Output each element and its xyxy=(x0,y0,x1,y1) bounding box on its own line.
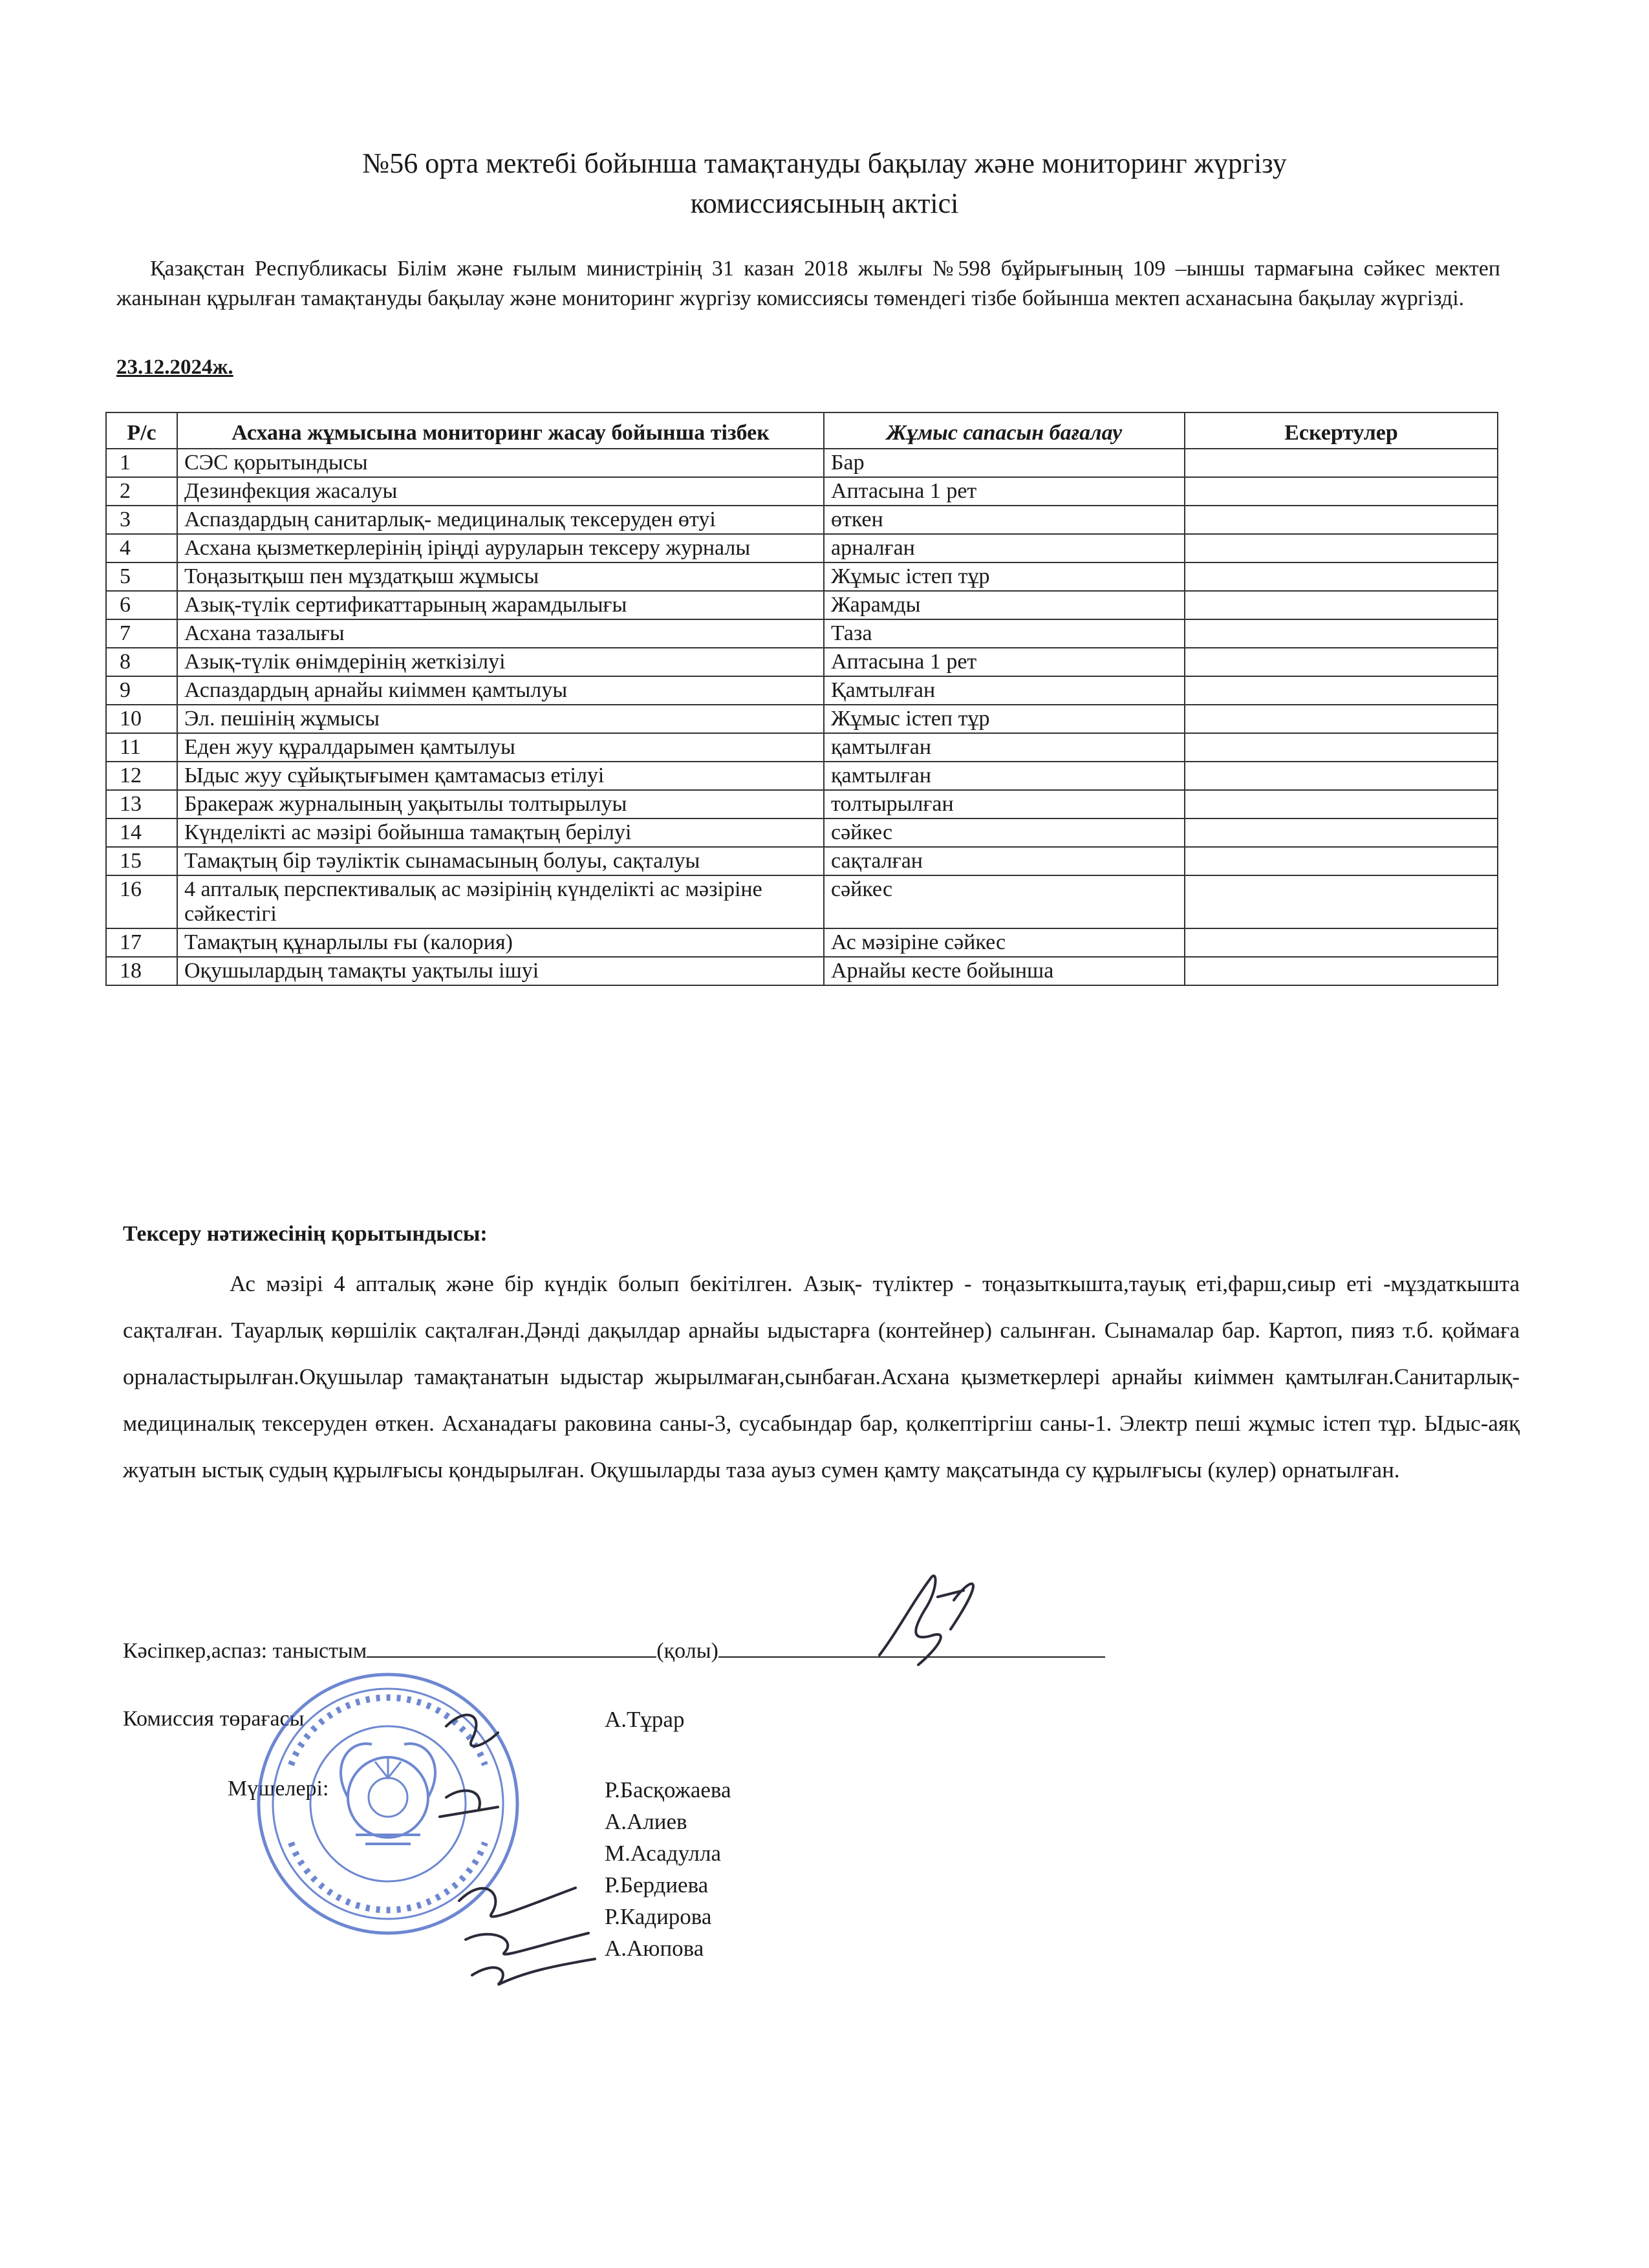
row-note xyxy=(1185,705,1498,733)
table-row xyxy=(106,875,1498,928)
row-item: Азық-түлік сертификаттарының жарамдылығы xyxy=(177,591,824,619)
member-name: Р.Бердиева xyxy=(605,1872,709,1898)
row-number: 4 xyxy=(106,534,177,562)
row-number: 2 xyxy=(106,477,177,506)
row-note xyxy=(1185,875,1498,928)
chair-label: Комиссия төрағасы xyxy=(123,1707,305,1731)
table-row xyxy=(106,818,1498,847)
row-item: Эл. пешінің жұмысы xyxy=(177,705,824,733)
title-line-1: №56 орта мектебі бойынша тамақтануды бақылау және мониторинг жүргізу xyxy=(362,147,1287,179)
row-note xyxy=(1185,506,1498,534)
row-note xyxy=(1185,762,1498,790)
row-quality: Жұмыс істеп тұр xyxy=(824,705,1185,733)
row-number: 16 xyxy=(106,875,177,928)
row-note xyxy=(1185,818,1498,847)
row-item: Аспаздардың арнайы киіммен қамтылуы xyxy=(177,676,824,705)
member-name: А.Аюпова xyxy=(605,1936,704,1961)
table-row xyxy=(106,705,1498,733)
row-note xyxy=(1185,534,1498,562)
row-number: 17 xyxy=(106,928,177,957)
row-item: Дезинфекция жасалуы xyxy=(177,477,824,506)
table-header-row xyxy=(106,412,1498,449)
table-row xyxy=(106,957,1498,985)
row-quality: арналған xyxy=(824,534,1185,562)
row-item: Бракераж журналының уақытылы толтырылуы xyxy=(177,790,824,818)
row-quality: өткен xyxy=(824,506,1185,534)
table-row xyxy=(106,506,1498,534)
row-note xyxy=(1185,449,1498,477)
row-quality: Қамтылған xyxy=(824,676,1185,705)
row-note xyxy=(1185,648,1498,676)
summary-heading: Тексеру нәтижесінің қорытындысы: xyxy=(123,1222,488,1246)
row-item: Оқушылардың тамақты уақтылы ішуі xyxy=(177,957,824,985)
row-item: СЭС қорытындысы xyxy=(177,449,824,477)
table-row xyxy=(106,619,1498,648)
row-number: 12 xyxy=(106,762,177,790)
row-quality: сақталған xyxy=(824,847,1185,875)
row-note xyxy=(1185,591,1498,619)
member-name: Р.Кадирова xyxy=(605,1904,712,1929)
intro-paragraph: Қазақстан Республикасы Білім және ғылым министрінің 31 казан 2018 жылғы №598 бұйрығының 109 –ыншы тармағына сәйкес мектеп жанынан құрылған тамақтануды бақылау және мониторинг жүргізу комиссиясы төмендегі тізбе бойынша мектеп асханасына бақылау жүргізді. xyxy=(116,257,1500,310)
row-item: Еден жуу құралдарымен қамтылуы xyxy=(177,733,824,762)
row-number: 18 xyxy=(106,957,177,985)
row-note xyxy=(1185,619,1498,648)
row-number: 9 xyxy=(106,676,177,705)
table-row xyxy=(106,562,1498,591)
header-notes: Ескертулер xyxy=(1185,412,1498,449)
header-item: Асхана жұмысына мониторинг жасау бойынша тізбек xyxy=(177,412,824,449)
row-quality: Жарамды xyxy=(824,591,1185,619)
row-note xyxy=(1185,847,1498,875)
row-quality: сәйкес xyxy=(824,875,1185,928)
row-item: Тамақтың бір тәуліктік сынамасының болуы, сақталуы xyxy=(177,847,824,875)
row-number: 7 xyxy=(106,619,177,648)
row-note xyxy=(1185,790,1498,818)
signature-icon xyxy=(841,1552,1035,1681)
members-label: Мүшелері: xyxy=(228,1777,329,1801)
table-row xyxy=(106,847,1498,875)
row-item: Азық-түлік өнімдерінің жеткізілуі xyxy=(177,648,824,676)
row-item: Асхана тазалығы xyxy=(177,619,824,648)
row-item: Тоңазытқыш пен мұздатқыш жұмысы xyxy=(177,562,824,591)
row-number: 10 xyxy=(106,705,177,733)
row-number: 3 xyxy=(106,506,177,534)
header-quality: Жұмыс сапасын бағалау xyxy=(824,412,1185,449)
row-quality: қамтылған xyxy=(824,762,1185,790)
row-note xyxy=(1185,957,1498,985)
row-item: 4 апталық перспективалық ас мәзірінің күнделікті ас мәзіріне сәйкестігі xyxy=(177,875,824,928)
table-row xyxy=(106,762,1498,790)
row-number: 1 xyxy=(106,449,177,477)
row-quality: Жұмыс істеп тұр xyxy=(824,562,1185,591)
title-line-2: комиссиясының актісі xyxy=(690,187,959,219)
chair-name: А.Тұрар xyxy=(605,1707,685,1732)
row-quality: сәйкес xyxy=(824,818,1185,847)
act-date: 23.12.2024ж. xyxy=(116,356,233,379)
row-number: 11 xyxy=(106,733,177,762)
row-number: 13 xyxy=(106,790,177,818)
sign-label: (қолы) xyxy=(656,1639,718,1663)
row-quality: Ас мәзіріне сәйкес xyxy=(824,928,1185,957)
members-signatures-icon xyxy=(446,1862,608,1991)
row-number: 8 xyxy=(106,648,177,676)
row-number: 6 xyxy=(106,591,177,619)
row-quality: толтырылған xyxy=(824,790,1185,818)
row-note xyxy=(1185,928,1498,957)
row-quality: Аптасына 1 рет xyxy=(824,648,1185,676)
members-list xyxy=(605,1774,731,1964)
table-row xyxy=(106,449,1498,477)
row-quality: Бар xyxy=(824,449,1185,477)
row-note xyxy=(1185,477,1498,506)
table-row xyxy=(106,928,1498,957)
table-row xyxy=(106,534,1498,562)
row-quality: қамтылған xyxy=(824,733,1185,762)
summary-paragraph: Ас мәзірі 4 апталық және бір күндік болып бекітілген. Азық- түліктер - тоңазыткышта,тауық еті,фарш,сиыр еті -мұздаткышта сақталған. Тауарлық көршілік сақталған.Дәнді дақылдар арнайы ыдыстарға (контейнер) салынған. Сынамалар бар. Картоп, пияз т.б. қоймаға орналастырылған.Оқушылар тамақтанатын ыдыстар жырылмаған,сынбаған.Асхана қызметкерлері арнайы киіммен қамтылған.Санитарлық-медициналық тексеруден өткен. Асханадағы раковина саны-3, сусабындар бар, қолкептіргіш саны-1. Электр пеші жұмыс істеп тұр. Ыдыс-аяқ жуатын ыстық судың құрылғысы қондырылған. Оқушыларды таза ауыз сумен қамту мақсатында су құрылғысы (кулер) орнатылған. xyxy=(123,1271,1520,1482)
table-row xyxy=(106,591,1498,619)
entrepreneur-label: Кәсіпкер,аспаз: таныстым xyxy=(123,1639,367,1663)
row-quality: Таза xyxy=(824,619,1185,648)
row-item: Асхана қызметкерлерінің іріңді ауруларын тексеру журналы xyxy=(177,534,824,562)
row-note xyxy=(1185,733,1498,762)
table-row xyxy=(106,648,1498,676)
monitoring-table xyxy=(105,412,1498,986)
row-note xyxy=(1185,562,1498,591)
member-name: М.Асадулла xyxy=(605,1841,722,1866)
document-title xyxy=(194,144,1455,224)
row-number: 15 xyxy=(106,847,177,875)
member-name: Р.Басқожаева xyxy=(605,1777,731,1803)
row-note xyxy=(1185,676,1498,705)
row-item: Ыдыс жуу сұйықтығымен қамтамасыз етілуі xyxy=(177,762,824,790)
table-row xyxy=(106,477,1498,506)
table-row xyxy=(106,676,1498,705)
row-number: 5 xyxy=(106,562,177,591)
row-item: Тамақтың құнарлылы ғы (калория) xyxy=(177,928,824,957)
table-row xyxy=(106,733,1498,762)
row-quality: Аптасына 1 рет xyxy=(824,477,1185,506)
member-name: А.Алиев xyxy=(605,1809,687,1834)
table-row xyxy=(106,790,1498,818)
row-item: Аспаздардың санитарлық- медициналық тексеруден өтуі xyxy=(177,506,824,534)
row-quality: Арнайы кесте бойынша xyxy=(824,957,1185,985)
header-num: Р/с xyxy=(106,412,177,449)
row-number: 14 xyxy=(106,818,177,847)
row-item: Күнделікті ас мәзірі бойынша тамақтың берілуі xyxy=(177,818,824,847)
